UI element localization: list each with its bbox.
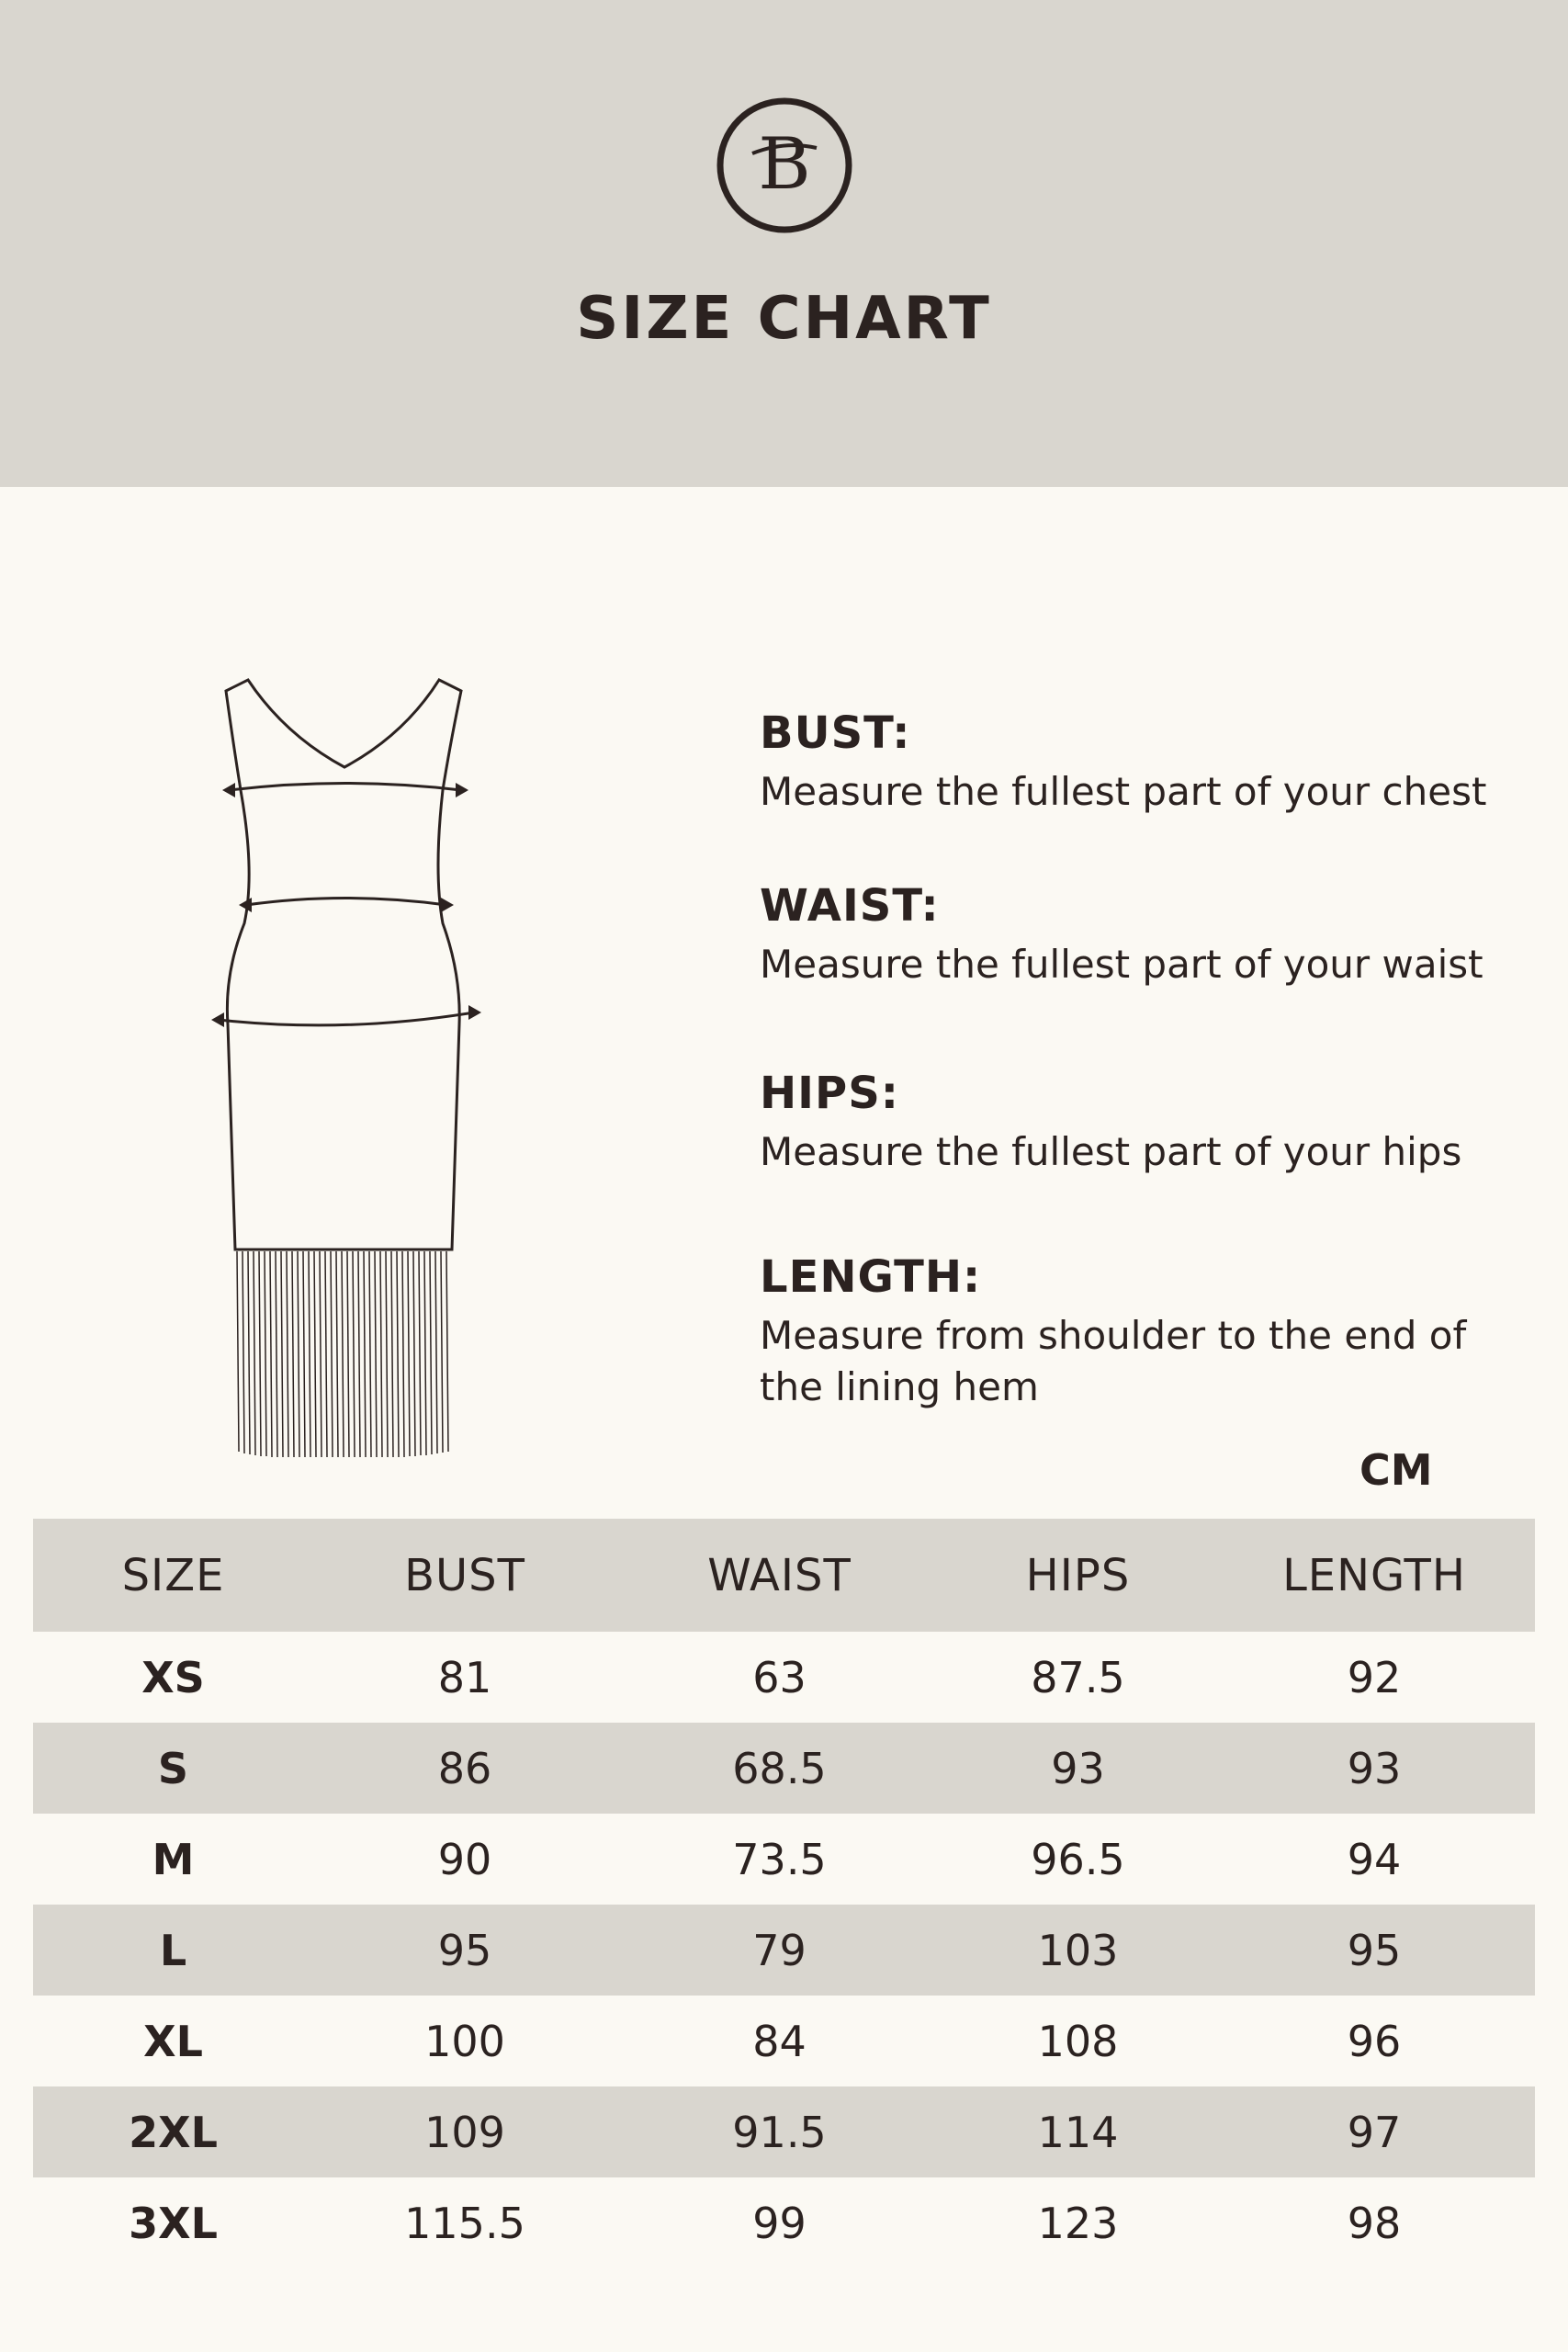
- bust-cell: 109: [424, 2107, 505, 2157]
- column-header-hips: HIPS: [1025, 1549, 1131, 1601]
- length-cell: 95: [1347, 1925, 1402, 1975]
- waist-cell: 84: [752, 2016, 807, 2066]
- column-header-bust: BUST: [404, 1549, 525, 1601]
- column-header-size: SIZE: [121, 1549, 225, 1601]
- hips-cell: 108: [1037, 2016, 1119, 2066]
- bust-cell: 100: [424, 2016, 505, 2066]
- unit-label: CM: [1359, 1445, 1433, 1495]
- waist-cell: 73.5: [732, 1834, 827, 1884]
- table-row: [33, 1905, 1535, 1996]
- length-cell: 97: [1347, 2107, 1402, 2157]
- length-cell: 96: [1347, 2016, 1402, 2066]
- bust-cell: 90: [437, 1834, 492, 1884]
- column-header-length: LENGTH: [1282, 1549, 1466, 1601]
- size-cell: 2XL: [129, 2107, 218, 2157]
- measure-hips: [760, 1068, 1550, 1178]
- measure-desc: Measure from shoulder to the end of the lining hem: [760, 1313, 1467, 1409]
- table-header-row: [33, 1519, 1535, 1632]
- waist-cell: 68.5: [732, 1743, 827, 1793]
- size-cell: XS: [141, 1652, 205, 1702]
- hips-cell: 114: [1037, 2107, 1119, 2157]
- hips-cell: 123: [1037, 2198, 1119, 2248]
- table-row: [33, 1723, 1535, 1814]
- bust-cell: 86: [437, 1743, 492, 1793]
- measure-label: BUST:: [760, 707, 911, 759]
- length-cell: 92: [1347, 1652, 1402, 1702]
- measure-desc: Measure the fullest part of your chest: [760, 769, 1487, 814]
- hips-cell: 93: [1051, 1743, 1105, 1793]
- waist-cell: 99: [752, 2198, 807, 2248]
- measure-bust: [760, 707, 1550, 818]
- length-cell: 98: [1347, 2198, 1402, 2248]
- measure-length: [760, 1251, 1513, 1413]
- table-row: [33, 2177, 1535, 2268]
- measure-label: WAIST:: [760, 880, 940, 932]
- table-row: [33, 1814, 1535, 1905]
- hips-cell: 87.5: [1031, 1652, 1125, 1702]
- table-row: [33, 2086, 1535, 2177]
- measure-label: HIPS:: [760, 1068, 899, 1119]
- size-cell: S: [157, 1743, 189, 1793]
- dress-measurement-illustration: [202, 671, 496, 1461]
- measure-desc: Measure the fullest part of your hips: [760, 1129, 1462, 1174]
- size-cell: M: [152, 1834, 195, 1884]
- measure-desc: Measure the fullest part of your waist: [760, 942, 1483, 987]
- length-cell: 93: [1347, 1743, 1402, 1793]
- bust-cell: 81: [437, 1652, 492, 1702]
- hips-cell: 96.5: [1031, 1834, 1125, 1884]
- measure-label: LENGTH:: [760, 1251, 982, 1303]
- size-cell: L: [159, 1925, 187, 1975]
- waist-cell: 63: [752, 1652, 807, 1702]
- bust-cell: 95: [437, 1925, 492, 1975]
- waist-cell: 91.5: [732, 2107, 827, 2157]
- size-cell: XL: [143, 2016, 203, 2066]
- hips-cell: 103: [1037, 1925, 1119, 1975]
- bust-cell: 115.5: [404, 2198, 525, 2248]
- length-cell: 94: [1347, 1834, 1402, 1884]
- size-table: [33, 1519, 1535, 2268]
- measure-waist: [760, 880, 1550, 990]
- header-banner: [0, 0, 1568, 487]
- size-cell: 3XL: [129, 2198, 218, 2248]
- table-row: [33, 1632, 1535, 1723]
- page-title: SIZE CHART: [576, 285, 992, 353]
- brand-logo: [716, 96, 853, 234]
- waist-cell: 79: [752, 1925, 807, 1975]
- logo-letter: B: [758, 123, 811, 206]
- table-row: [33, 1996, 1535, 2086]
- column-header-waist: WAIST: [707, 1549, 852, 1601]
